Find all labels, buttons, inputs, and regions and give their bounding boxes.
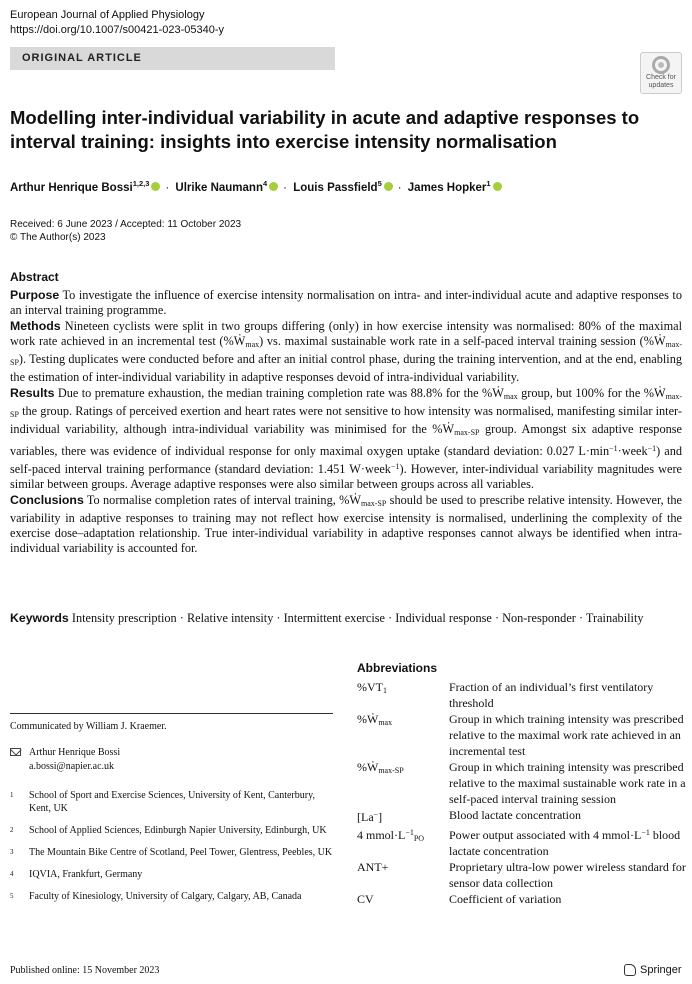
- check-updates-line-1: Check for: [646, 74, 676, 81]
- abbr-row: [357, 679, 687, 711]
- abbr-row: [357, 825, 687, 859]
- article-type: ORIGINAL ARTICLE: [22, 52, 142, 64]
- article-type-band: [10, 47, 335, 70]
- footnote-divider: [10, 713, 333, 714]
- results-text: ) and self-paced interval training performance (standard deviation: 1.451 W·week: [10, 443, 682, 476]
- orcid-icon[interactable]: [384, 182, 393, 191]
- abbr-def: Group in which training intensity was prescribed relative to the maximal work rate achieved in an incremental test: [449, 712, 684, 758]
- methods-text: ) vs. maximal sustainable work rate in a self-paced interval training session (%Ẇ: [259, 333, 666, 348]
- affiliation-item: 3 The Mountain Bike Centre of Scotland, Peel Tower, Glentress, Peebles, UK: [10, 847, 333, 858]
- abbr-row: [357, 759, 687, 807]
- author-affil-sup: 1: [486, 179, 491, 188]
- results-text: group. Amongst six adaptive response variables, there was evidence of individual response for only maximal oxygen uptake (standard deviation: 0.027 L·min: [10, 422, 682, 458]
- abbr-def: Proprietary ultra-low power wireless standard for sensor data collection: [449, 860, 686, 890]
- affiliations: [10, 789, 335, 912]
- subscript: max-SP: [10, 339, 682, 368]
- methods-text: Nineteen cyclists were split in two groups differing (only) in how exercise intensity was normalised: 80% of the maximal work rate achieved in an incremental test (%Ẇ: [10, 318, 683, 348]
- abbreviations-list: [357, 679, 687, 907]
- envelope-icon: [10, 748, 21, 756]
- results-text: Due to premature exhaustion, the median training completion rate was 88.8% for the %Ẇ: [57, 385, 504, 400]
- author-name[interactable]: James Hopker: [407, 181, 487, 194]
- results-text: group, but 100% for the %Ẇ: [521, 385, 666, 400]
- superscript: −1: [609, 443, 618, 453]
- purpose-label: Purpose: [10, 288, 60, 302]
- abbr-term: CV: [357, 892, 374, 906]
- abbr-def: Coefficient of variation: [449, 892, 562, 906]
- check-updates-line-2: updates: [648, 82, 674, 89]
- abbr-def: Group in which training intensity was prescribed relative to the maximal sustainable work rate in a self-paced interval training session: [449, 760, 686, 806]
- corresponding-name: Arthur Henrique Bossi: [29, 747, 121, 758]
- abstract-heading: Abstract: [10, 270, 59, 284]
- results-text: ·week: [617, 443, 648, 458]
- author-name[interactable]: Ulrike Naumann: [175, 181, 263, 194]
- abbr-term: $\%VT_1$: [357, 680, 387, 695]
- abbr-term: %Ẇ$_{max-SP}$: [357, 760, 404, 775]
- doi-link[interactable]: https://doi.org/10.1007/s00421-023-05340-y: [10, 24, 225, 36]
- corresponding-author: [29, 746, 120, 774]
- conclusions-label: Conclusions: [10, 492, 84, 507]
- methods-label: Methods: [10, 318, 61, 333]
- author-affil-sup: 4: [262, 179, 268, 188]
- published-online: Published online: 15 November 2023: [10, 965, 160, 976]
- article-dates: [10, 218, 241, 244]
- results-label: Results: [10, 385, 55, 400]
- results-text: ). However, inter-individual variability magnitudes were similar between groups. Average adaptive responses were also similar between groups across all variables.: [10, 461, 682, 492]
- abbr-row: [357, 807, 687, 825]
- abbr-def: Power output associated with 4 $mmol\cdot L^{-1}$ blood lactate concentration: [449, 828, 681, 858]
- article-title: Modelling inter-individual variability in acute and adaptive responses to interval training: insights into exercise intensity normalisation: [10, 107, 640, 152]
- corresponding-email[interactable]: a.bossi@napier.ac.uk: [29, 761, 115, 772]
- affiliation-item: 5 Faculty of Kinesiology, University of Calgary, Calgary, AB, Canada: [10, 891, 302, 902]
- author-affil-sup: 5: [377, 179, 382, 188]
- abstract-results: [10, 386, 682, 493]
- superscript: −1: [647, 443, 657, 453]
- abstract-purpose: [10, 288, 682, 319]
- abbr-row: [357, 859, 687, 891]
- affiliation-item: 4 IQVIA, Frankfurt, Germany: [10, 869, 143, 880]
- publisher-name: Springer: [640, 964, 682, 976]
- orcid-icon[interactable]: [269, 182, 278, 191]
- received-accepted: Received: 6 June 2023 / Accepted: 11 October 2023: [10, 219, 242, 230]
- subscript: max: [245, 339, 260, 349]
- subscript: max-SP: [360, 498, 387, 508]
- abstract-methods: [10, 319, 682, 386]
- orcid-icon[interactable]: [493, 182, 502, 191]
- abbreviations-heading: Abbreviations: [357, 661, 438, 675]
- abbr-term: [La−]: [357, 810, 383, 824]
- abbr-term: ANT+: [357, 860, 389, 874]
- springer-horse-icon: [624, 964, 636, 976]
- affiliation-item: 2 School of Applied Sciences, Edinburgh Napier University, Edinburgh, UK: [10, 825, 327, 836]
- author-list: Arthur Henrique Bossi$^{1,2,3}$ · Ulrike Naumann$^4$ · Louis Passfield$^5$ · James Hopker$^1$: [10, 176, 504, 196]
- keywords-text: Intensity prescription · Relative intensity · Intermittent exercise · Individual response · Non-responder · Trainability: [71, 611, 644, 625]
- author-affil-sup: 1,2,3: [132, 179, 150, 188]
- author-name[interactable]: Arthur Henrique Bossi: [10, 181, 133, 194]
- subscript: max-SP: [454, 428, 480, 438]
- copyright: © The Author(s) 2023: [10, 232, 106, 243]
- publisher-logo: [624, 964, 682, 976]
- abbr-def: Fraction of an individual’s first ventilatory threshold: [449, 680, 654, 710]
- superscript: −1: [390, 461, 400, 471]
- abbr-row: [357, 711, 687, 759]
- orcid-icon[interactable]: [151, 182, 160, 191]
- abbr-def: Blood lactate concentration: [449, 808, 581, 822]
- subscript: max-SP: [10, 391, 682, 420]
- subscript: max: [503, 391, 518, 401]
- author-name[interactable]: Louis Passfield: [293, 181, 378, 194]
- journal-name: European Journal of Applied Physiology: [10, 9, 205, 21]
- conclusions-text: should be used to prescribe relative intensity. However, the variability in adaptive responses to training may not reflect how exercise intensity is normalised, underlining the complexity of the exercise dose–adaptation relationship. True inter-individual variability in adaptive responses cannot always be identified when intra-individual variability is accounted for.: [10, 492, 682, 556]
- methods-text: ). Testing duplicates were conducted before and after an initial control phase, during the training intervention, and at the end, enabling the estimation of inter-individual variability in adaptive responses devoid of intra-individual variability.: [10, 352, 682, 385]
- results-text: the group. Ratings of perceived exertion and heart rates were not sensitive to how intensity was normalised, manifesting similar inter-individual variability, although intra-individual variability was minimised for the %Ẇ: [10, 404, 682, 437]
- purpose-text: To investigate the influence of exercise intensity normalisation on intra- and inter-individual acute and adaptive responses to an interval training programme.: [10, 288, 682, 318]
- abstract-body: [10, 288, 682, 557]
- communicated-by: Communicated by William J. Kraemer.: [10, 721, 167, 732]
- abstract-conclusions: [10, 493, 682, 557]
- affiliation-item: 1 School of Sport and Exercise Sciences, University of Kent, Canterbury, Kent, UK: [10, 790, 315, 814]
- keywords: [10, 611, 682, 626]
- abbr-term: 4 $mmol\cdot L^{-1}_{PO}$: [357, 828, 425, 843]
- check-updates-icon: [652, 56, 670, 74]
- conclusions-text: To normalise completion rates of interval training, %Ẇ: [86, 492, 361, 507]
- abbr-row: [357, 891, 687, 907]
- keywords-label: Keywords: [10, 611, 69, 625]
- abbr-term: %Ẇ$_{max}$: [357, 712, 393, 727]
- check-for-updates-badge[interactable]: [640, 52, 682, 94]
